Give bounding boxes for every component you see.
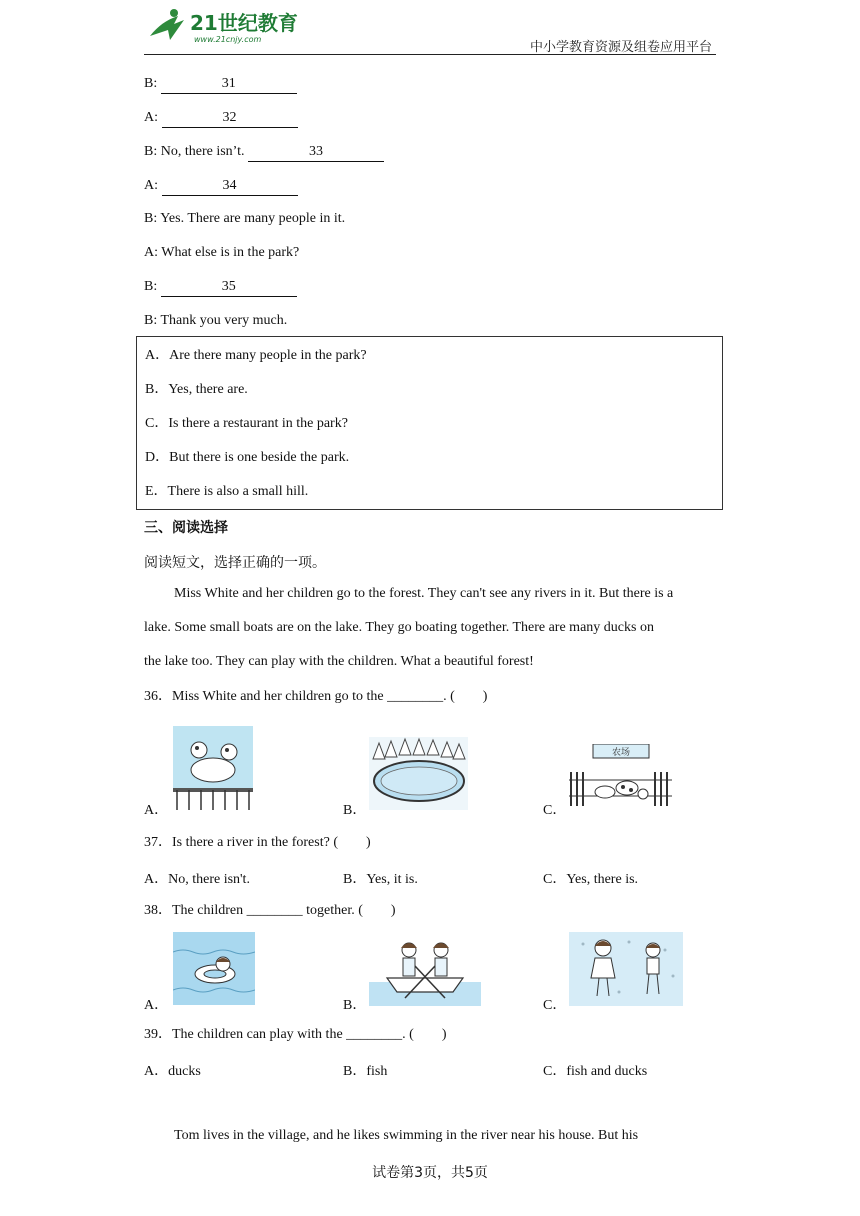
dialogue-line: B: Thank you very much. xyxy=(144,313,288,328)
question-36: 36．Miss White and her children go to the ________. ( ) xyxy=(144,689,488,704)
reading-passage: Miss White and her children go to the forest. They can't see any rivers in it. But there is a lake. Some small boats are on the lake. They go boating together. There are many ducks on the lake too. They can play with the children. What a beautiful forest! xyxy=(144,586,674,669)
option-d: D．But there is one beside the park. xyxy=(145,450,350,465)
q37-option-a[interactable]: A．No, there isn't. xyxy=(144,872,250,887)
answer-blank[interactable]: 32 xyxy=(162,109,298,128)
header-divider xyxy=(144,54,716,55)
farm-picture[interactable] xyxy=(569,744,672,810)
answer-blank[interactable]: 35 xyxy=(161,278,297,297)
logo-url: www.21cnjy.com xyxy=(194,35,262,44)
logo-text: 21世纪教育 xyxy=(190,11,298,35)
q38-label-a[interactable]: A． xyxy=(144,998,169,1013)
option-b: B．Yes, there are. xyxy=(145,382,248,397)
q39-option-c[interactable]: C．fish and ducks xyxy=(543,1064,648,1079)
option-a: A．Are there many people in the park? xyxy=(145,348,367,363)
question-37: 37．Is there a river in the forest? ( ) xyxy=(144,835,371,850)
page-footer: 试卷第3页，共5页 xyxy=(372,1165,488,1181)
section-instruction: 阅读短文，选择正确的一项。 xyxy=(144,555,326,571)
dialogue-line-35: B: 35 xyxy=(144,278,297,297)
q38-label-c[interactable]: C． xyxy=(543,998,567,1013)
q37-option-b[interactable]: B．Yes, it is. xyxy=(343,872,418,887)
dialogue-line-32: A: 32 xyxy=(144,109,298,128)
logo-graphic xyxy=(144,6,314,46)
answer-blank[interactable]: 34 xyxy=(162,177,298,196)
question-39: 39．The children can play with the ________. ( ) xyxy=(144,1027,447,1042)
q37-option-c[interactable]: C．Yes, there is. xyxy=(543,872,639,887)
next-passage-line: Tom lives in the village, and he likes swimming in the river near his house. But his xyxy=(174,1128,639,1143)
playing-outdoors-picture[interactable] xyxy=(569,932,683,1006)
options-box xyxy=(136,336,723,510)
q38-label-b[interactable]: B． xyxy=(343,998,367,1013)
dialogue-line: A: What else is in the park? xyxy=(144,245,300,260)
option-e: E．There is also a small hill. xyxy=(145,484,309,499)
dialogue-line-34: A: 34 xyxy=(144,177,298,196)
site-logo xyxy=(144,6,314,46)
zoo-picture[interactable] xyxy=(173,726,253,810)
section-title: 三、阅读选择 xyxy=(144,520,228,536)
boating-picture[interactable] xyxy=(369,938,481,1006)
answer-blank[interactable]: 31 xyxy=(161,75,297,94)
dialogue-line: B: Yes. There are many people in it. xyxy=(144,211,346,226)
forest-lake-picture[interactable] xyxy=(369,737,468,810)
farm-sign: 农场 xyxy=(611,748,631,758)
q39-option-a[interactable]: A．ducks xyxy=(144,1064,201,1079)
q39-option-b[interactable]: B．fish xyxy=(343,1064,388,1079)
header-platform-text: 中小学教育资源及组卷应用平台 xyxy=(529,40,712,55)
dialogue-line-33: B: No, there isn’t. 33 xyxy=(144,143,384,162)
option-c: C．Is there a restaurant in the park? xyxy=(145,416,348,431)
q36-label-a[interactable]: A． xyxy=(144,803,169,818)
q36-label-c[interactable]: C． xyxy=(543,803,567,818)
dialogue-line-31: B: 31 xyxy=(144,75,297,94)
q36-label-b[interactable]: B． xyxy=(343,803,367,818)
question-38: 38．The children ________ together. ( ) xyxy=(144,903,396,918)
swimming-picture[interactable] xyxy=(173,932,255,1005)
answer-blank[interactable]: 33 xyxy=(248,143,384,162)
